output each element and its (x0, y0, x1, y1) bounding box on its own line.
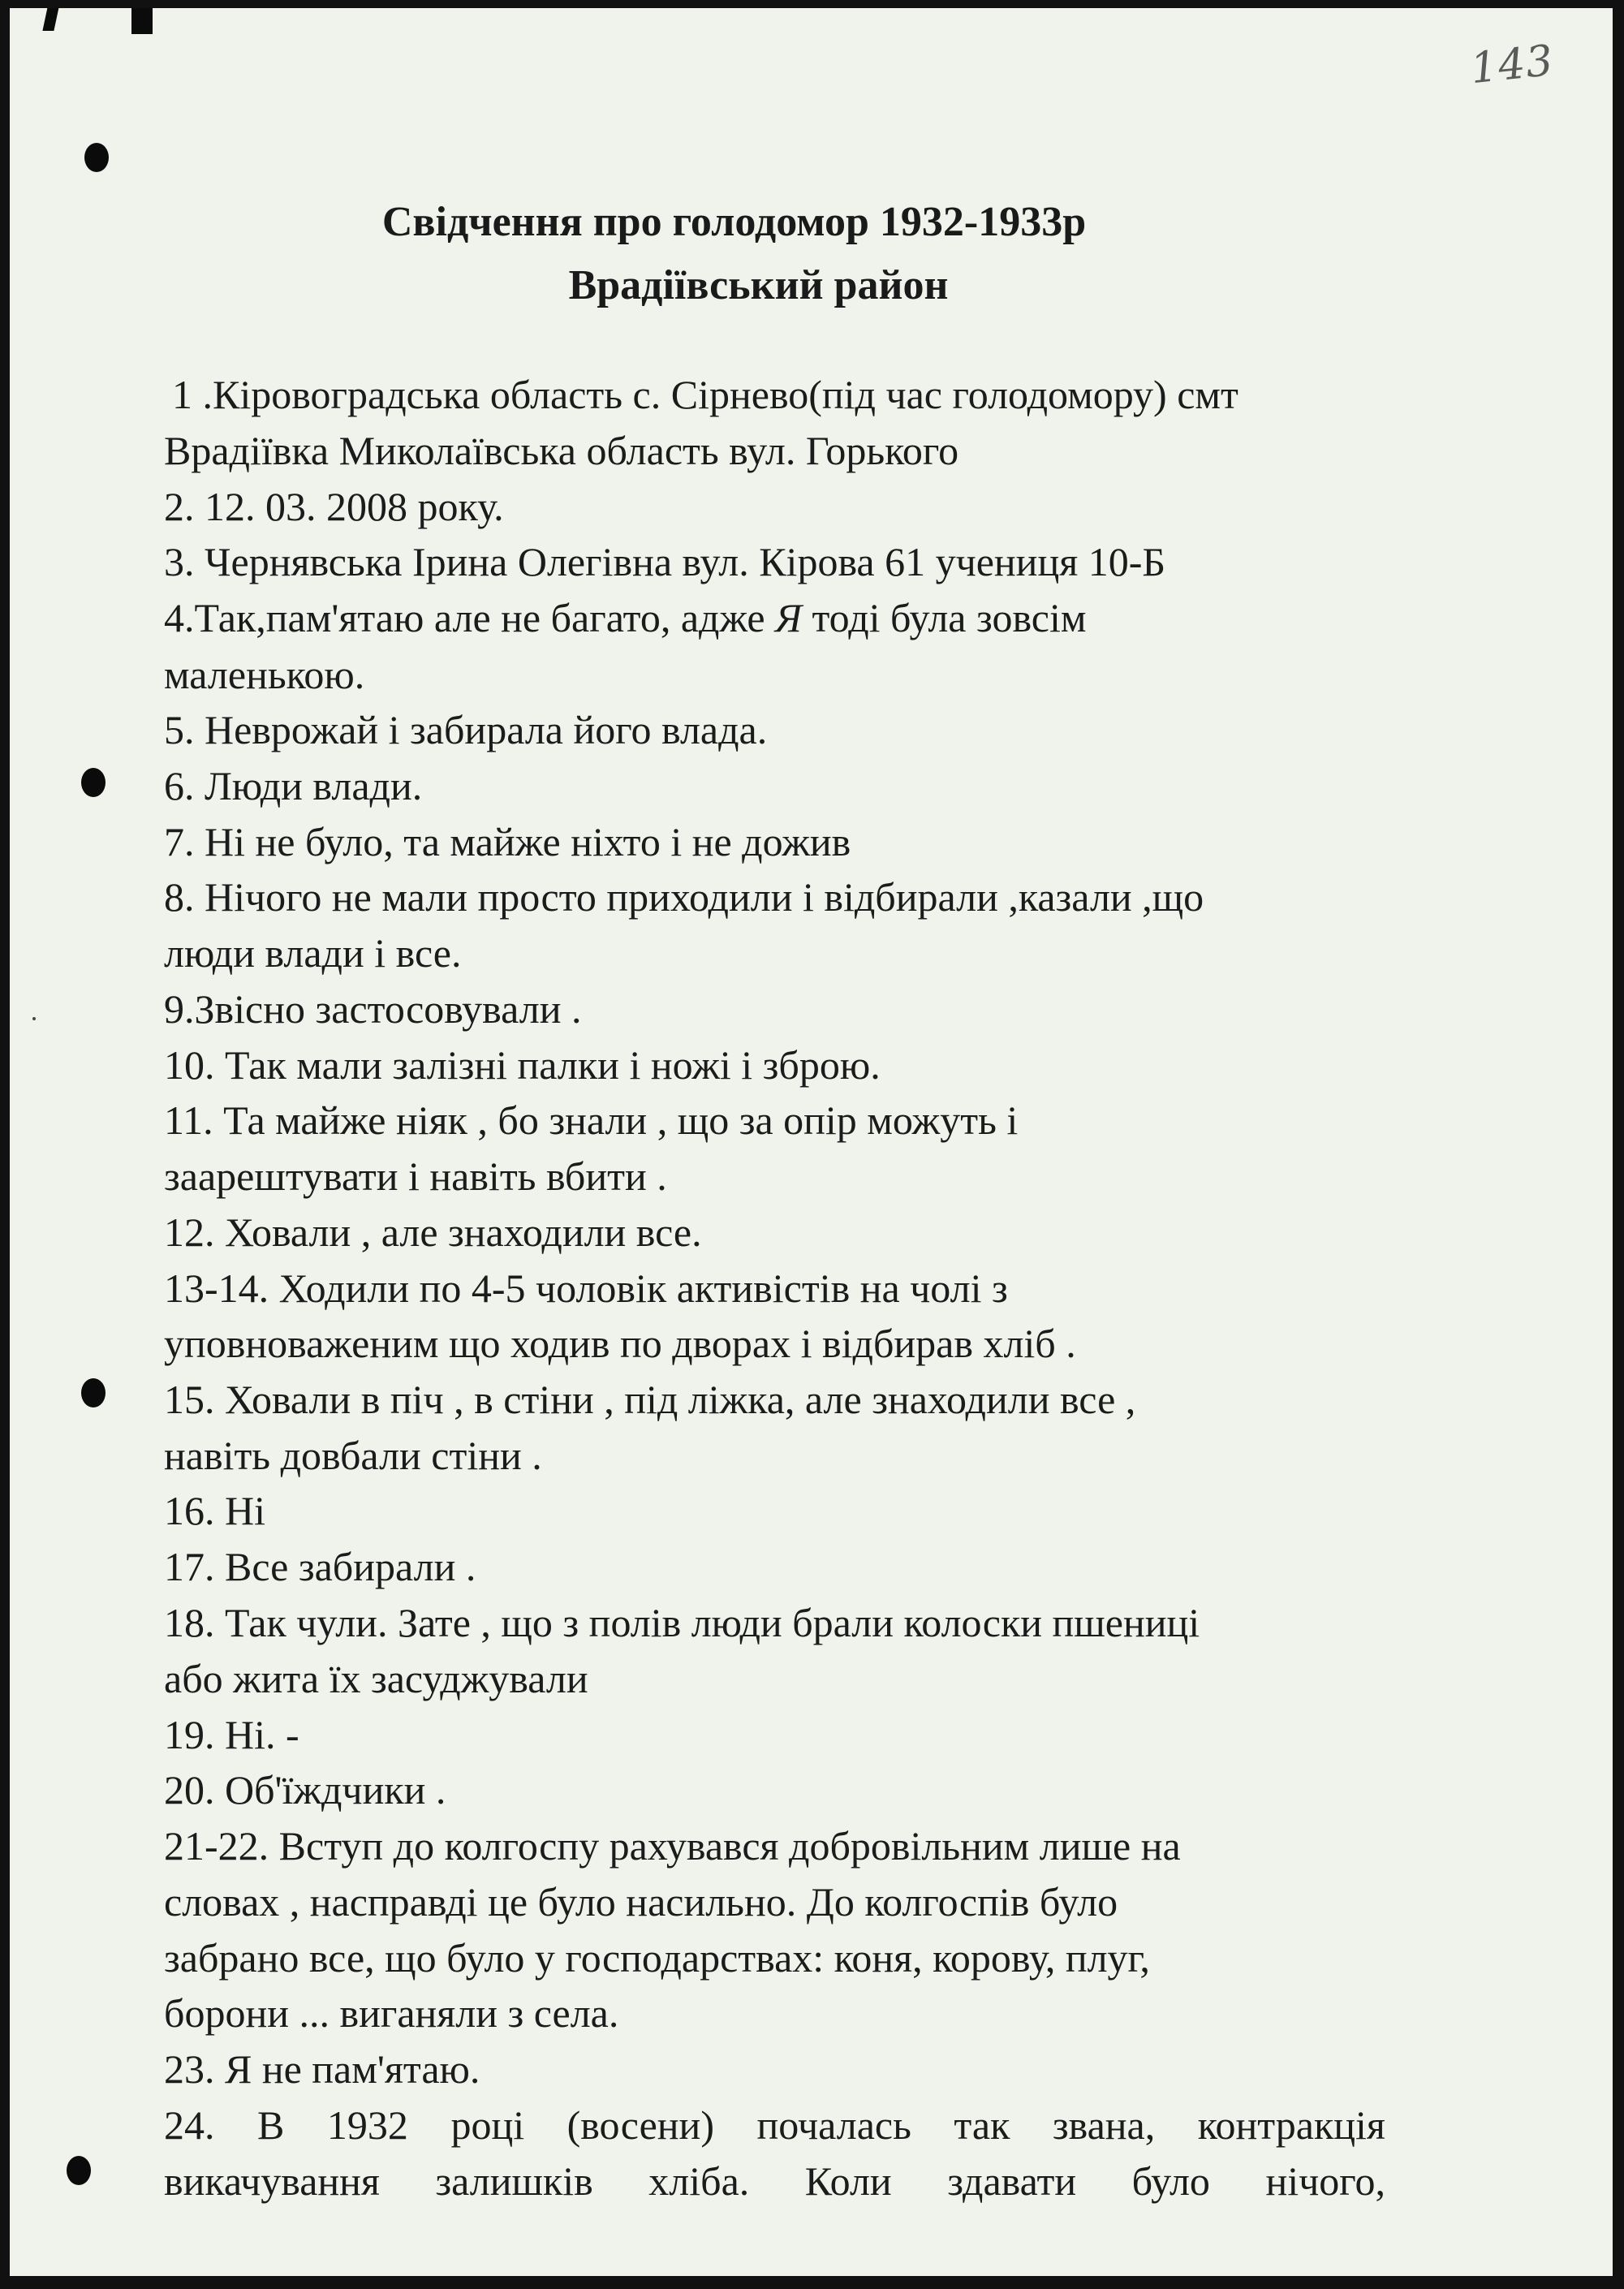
word: контракція (1197, 2102, 1385, 2148)
text-run-italic: Я (775, 595, 802, 640)
word: хліба. (648, 2158, 750, 2204)
text-line: 6. Люди влади. (164, 763, 423, 808)
corner-mark (131, 8, 153, 34)
word: 1932 (326, 2102, 408, 2148)
punch-hole (81, 1378, 106, 1407)
text-line: маленькою. (164, 652, 365, 697)
text-line: борони ... виганяли з села. (164, 1990, 619, 2036)
text-line: або жита їх засуджували (164, 1656, 588, 1701)
word: здавати (947, 2158, 1077, 2204)
document-page (10, 8, 1613, 2276)
text-line: 11. Та майже ніяк , бо знали , що за опір можуть і (164, 1097, 1019, 1143)
text-line: Врадіївка Миколаївська область вул. Горького (164, 428, 959, 473)
word: 24. (164, 2102, 215, 2148)
text-line: 1 .Кіровоградська область с. Сірнево(під час голодомору) смт (172, 372, 1238, 417)
word: нічого, (1265, 2158, 1385, 2204)
document-title: Свідчення про голодомор 1932-1933р (381, 199, 1087, 245)
text-line: 3. Чернявська Ірина Олегівна вул. Кірова 61 учениця 10-Б (164, 539, 1166, 584)
text-line: 10. Так мали залізні палки і ножі і зброю. (164, 1042, 881, 1088)
text-line: 20. Об'їждчики . (164, 1767, 446, 1813)
text-line: заарештувати і навіть вбити . (164, 1153, 667, 1199)
document-subtitle: Врадіївський район (568, 262, 949, 308)
corner-mark (42, 8, 59, 31)
stray-mark (32, 1017, 36, 1020)
word: звана, (1052, 2102, 1156, 2148)
text-line: 18. Так чули. Зате , що з полів люди брали колоски пшениці (164, 1600, 1200, 1645)
word: було (1131, 2158, 1210, 2204)
text-line: 8. Нічого не мали просто приходили і відбирали ,казали ,що (164, 874, 1204, 920)
word: Коли (804, 2158, 892, 2204)
text-line: 21-22. Вступ до колгоспу рахувався добровільним лише на (164, 1823, 1181, 1869)
word: В (257, 2102, 285, 2148)
text-line: 9.Звісно застосовували . (164, 986, 582, 1032)
word: почалась (756, 2102, 911, 2148)
text-line-justified (164, 2102, 1385, 2148)
text-line: 7. Ні не було, та майже ніхто і не дожив (164, 819, 851, 864)
punch-hole (81, 768, 106, 797)
word: залишків (435, 2158, 593, 2204)
text-line: 19. Ні. - (164, 1712, 299, 1757)
text-line: 23. Я не пам'ятаю. (164, 2046, 480, 2092)
text-line: 5. Неврожай і забирала його влада. (164, 707, 768, 752)
text-run: 4.Так,пам'ятаю але не багато, адже (164, 595, 776, 640)
punch-hole (84, 143, 109, 172)
text-line: 13-14. Ходили по 4-5 чоловік активістів на чолі з (164, 1265, 1008, 1311)
text-line (164, 597, 1087, 638)
word: році (450, 2102, 525, 2148)
word: (восени) (566, 2102, 714, 2148)
text-line: 2. 12. 03. 2008 року. (164, 484, 504, 529)
text-line: навіть довбали стіни . (164, 1433, 542, 1478)
text-line-justified (164, 2158, 1385, 2204)
text-line: уповноваженим що ходив по дворах і відбирав хліб . (164, 1321, 1076, 1366)
text-line: люди влади і все. (164, 930, 462, 976)
text-line: словах , насправді це було насильно. До колгоспів було (164, 1879, 1118, 1925)
archive-page-number: 143 (1468, 36, 1557, 94)
text-line: забрано все, що було у господарствах: коня, корову, плуг, (164, 1935, 1150, 1981)
word: викачування (164, 2158, 380, 2204)
text-run: тоді була зовсім (801, 595, 1087, 640)
word: так (954, 2102, 1010, 2148)
text-line: 12. Ховали , але знаходили все. (164, 1209, 702, 1255)
text-line: 17. Все забирали . (164, 1544, 476, 1589)
text-line: 15. Ховали в піч , в стіни , під ліжка, але знаходили все , (164, 1377, 1136, 1422)
punch-hole (67, 2156, 91, 2185)
text-line: 16. Ні (164, 1488, 265, 1533)
